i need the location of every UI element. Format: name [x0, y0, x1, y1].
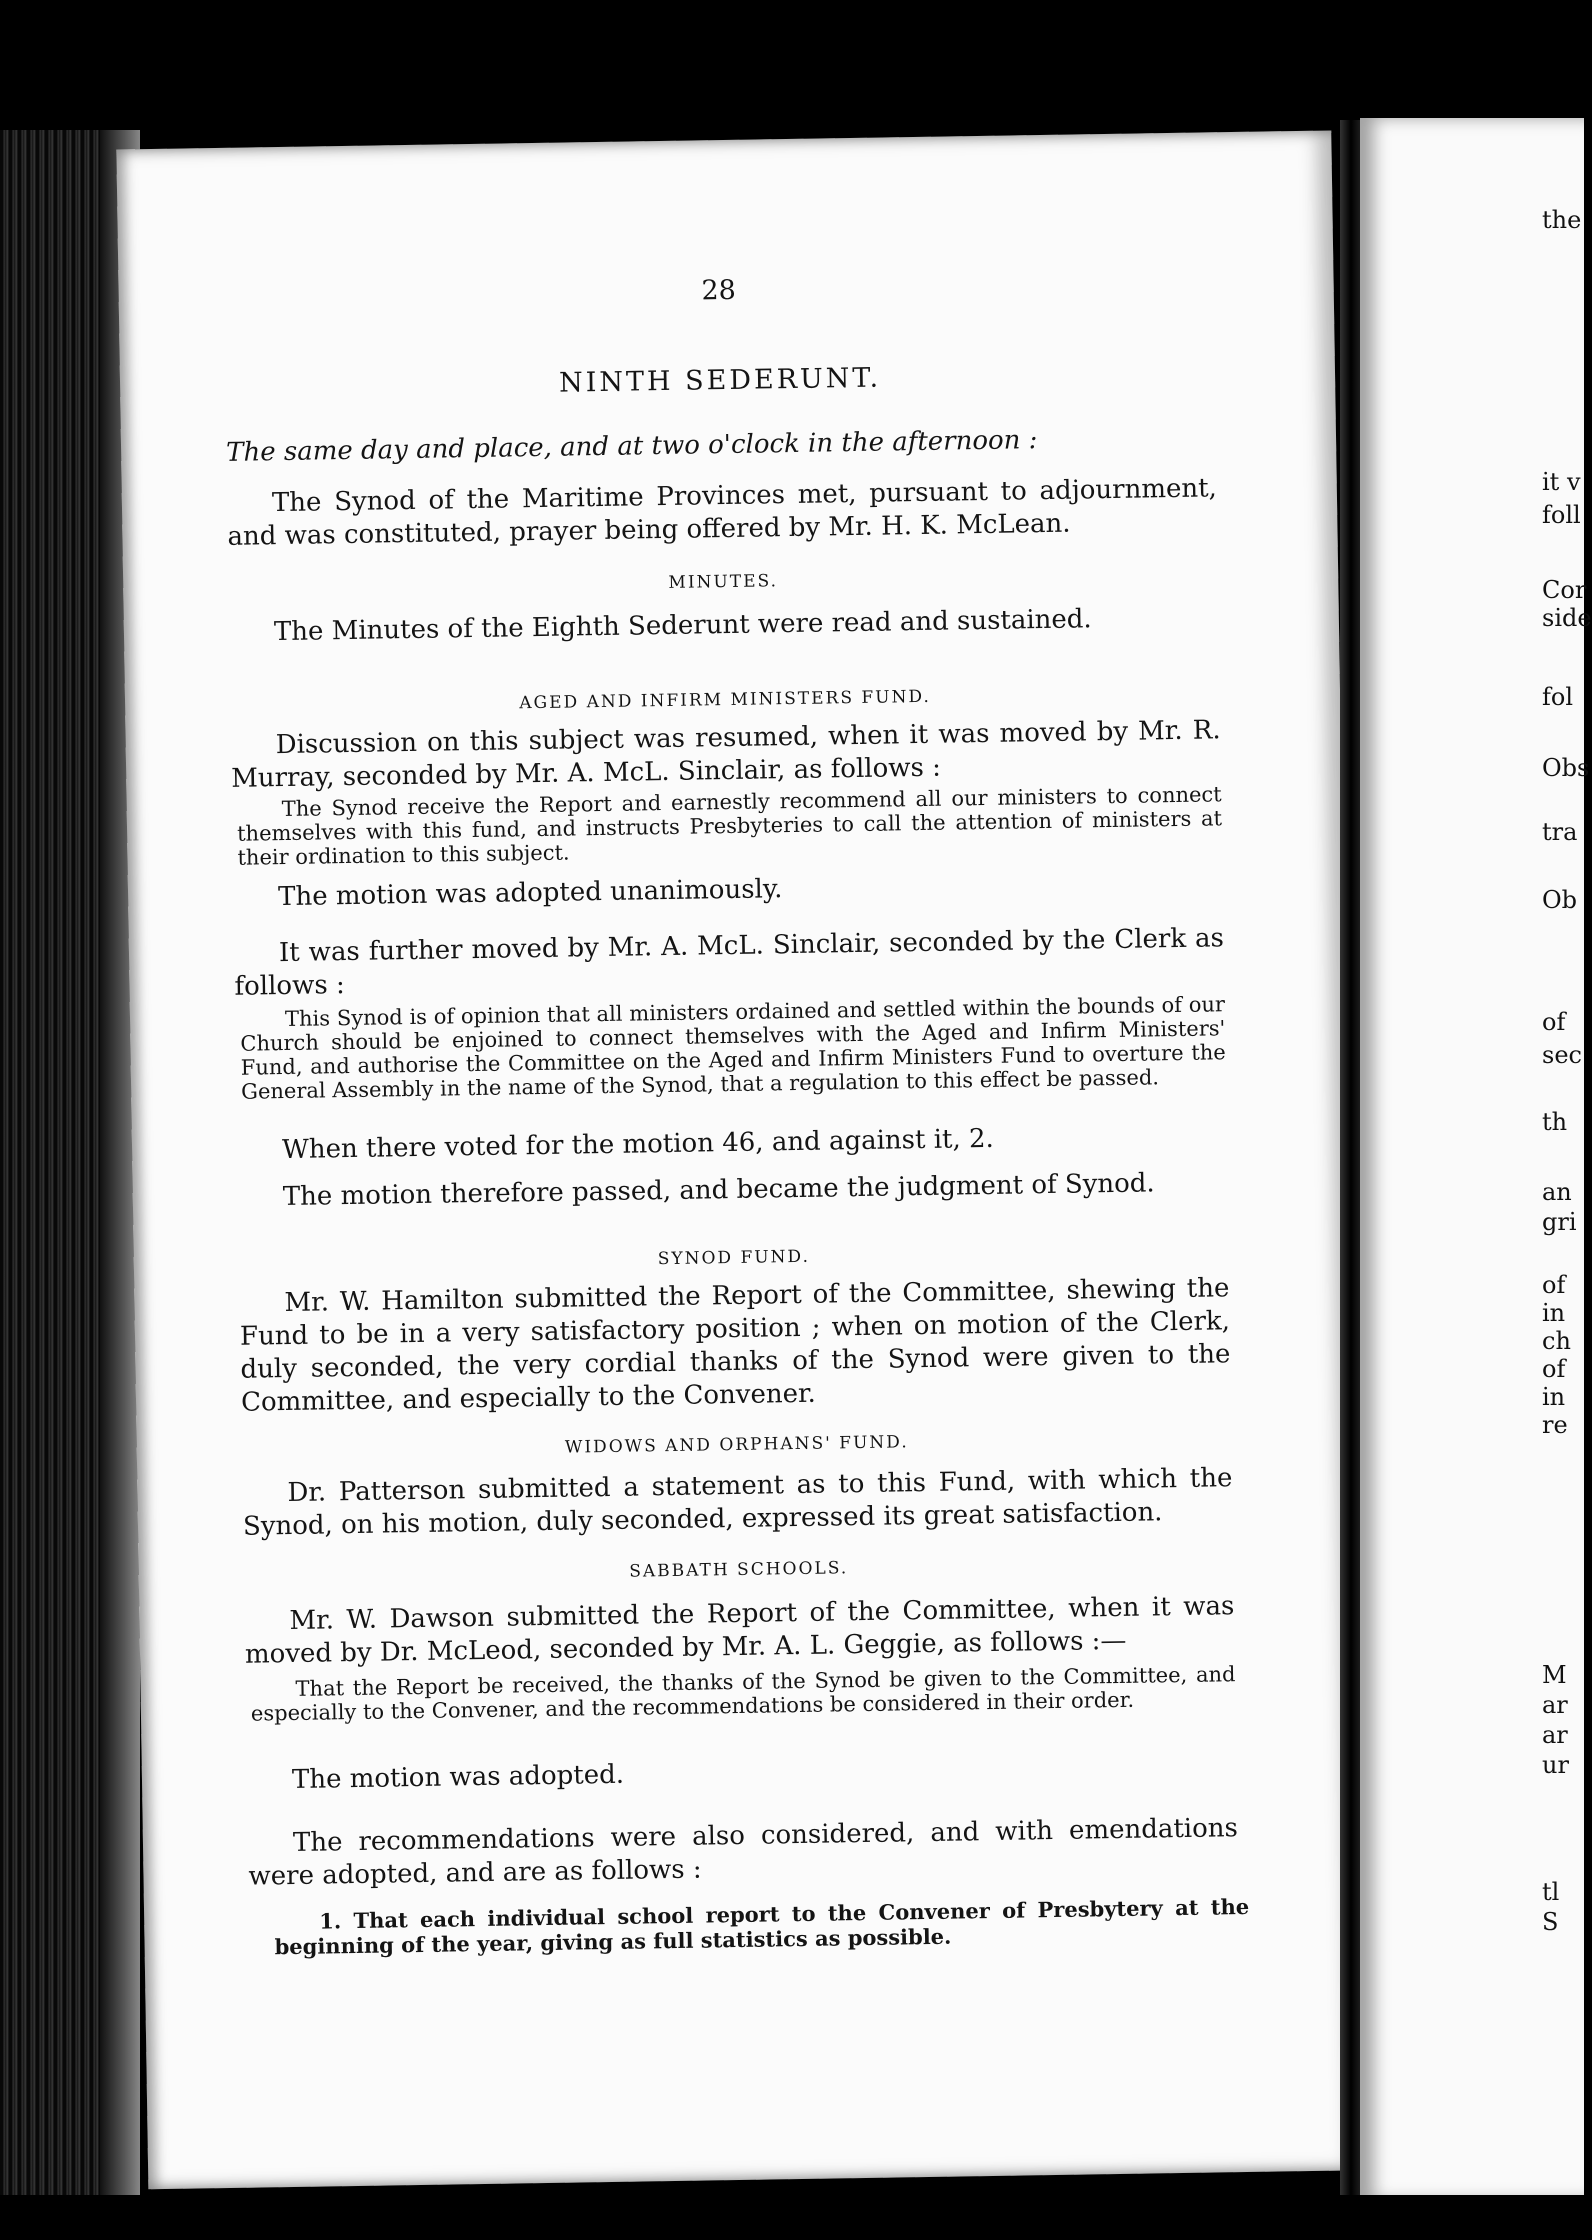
- facing-fragment: of: [1542, 1355, 1566, 1383]
- page-number: 28: [701, 274, 737, 307]
- facing-fragment: M: [1542, 1661, 1567, 1689]
- minutes-text: The Minutes of the Eighth Sederunt were read and sustained.: [273, 604, 1092, 648]
- facing-fragment: S: [1542, 1908, 1559, 1936]
- book-gutter: [1340, 120, 1362, 2200]
- facing-fragment: in: [1542, 1383, 1566, 1411]
- page-content: [225, 133, 1250, 1960]
- recommendation-item-1: 1. That each individual school report to the Convener of Presbytery at the beginning of the year, giving as full statistics as possible.: [274, 1893, 1250, 1960]
- facing-fragment: sec: [1542, 1041, 1582, 1069]
- facing-fragment: of: [1542, 1008, 1566, 1036]
- left-page: [116, 130, 1363, 2189]
- opening-paragraph: The Synod of the Maritime Provinces met, pursuant to adjournment, and was constituted, prayer being offered by Mr. H. K. McLean.: [227, 473, 1218, 552]
- aged-quote-1: The Synod receive the Report and earnestly recommend all our ministers to connect themselves with this fund, and instructs Presbyteries to call the attention of ministers at their ordination to this subject.: [236, 782, 1223, 870]
- facing-fragment: of: [1542, 1271, 1566, 1299]
- facing-fragment: tra: [1542, 818, 1578, 846]
- sabbath-adopted: The motion was adopted.: [291, 1759, 625, 1795]
- facing-fragment: gri: [1542, 1208, 1577, 1236]
- facing-fragment: ch: [1542, 1327, 1571, 1355]
- minutes-heading: MINUTES.: [668, 571, 779, 593]
- facing-fragment: Obs: [1542, 754, 1590, 782]
- facing-fragment: ur: [1542, 1751, 1569, 1779]
- facing-fragment: ar: [1542, 1691, 1568, 1719]
- page-title: NINTH SEDERUNT.: [558, 362, 882, 399]
- facing-fragment: ar: [1542, 1721, 1568, 1749]
- widows-paragraph: Dr. Patterson submitted a statement as to this Fund, with which the Synod, on his motion, duly seconded, expressed its great satisfaction.: [242, 1463, 1233, 1542]
- facing-fragment: re: [1542, 1411, 1568, 1439]
- recommendations-paragraph: The recommendations were also considered, and with emendations were adopted, and are as follows :: [248, 1813, 1239, 1892]
- widows-heading: WIDOWS AND ORPHANS' FUND.: [564, 1432, 909, 1458]
- facing-fragment: side: [1542, 604, 1592, 632]
- aged-passed: The motion therefore passed, and became the judgment of Synod.: [282, 1168, 1155, 1213]
- synod-fund-heading: SYNOD FUND.: [657, 1246, 811, 1270]
- synod-fund-paragraph: Mr. W. Hamilton submitted the Report of the Committee, shewing the Fund to be in a very satisfactory position ; when on motion of the Clerk, duly seconded, the very cordial thanks of the Synod were given to the Committee, and especially to the Convener.: [239, 1273, 1231, 1418]
- sabbath-paragraph: Mr. W. Dawson submitted the Report of the Committee, when it was moved by Dr. McLeod, seconded by Mr. A. L. Geggie, as follows :—: [244, 1591, 1235, 1670]
- facing-page: [1360, 118, 1592, 2200]
- facing-fragment: in: [1542, 1299, 1566, 1327]
- bottom-background: [0, 2195, 1584, 2240]
- sabbath-quote: That the Report be received, the thanks of the Synod be given to the Committee, and especially to the Convener, and the recommendations be considered in their order.: [250, 1662, 1236, 1726]
- facing-fragment: the: [1542, 206, 1582, 234]
- aged-paragraph-2: It was further moved by Mr. A. McL. Sinclair, seconded by the Clerk as follows :: [234, 923, 1225, 1002]
- facing-fragment: it v: [1542, 468, 1581, 496]
- facing-fragment: an: [1542, 1178, 1572, 1206]
- aged-heading: AGED AND INFIRM MINISTERS FUND.: [519, 686, 932, 714]
- facing-fragment: Ob: [1542, 886, 1578, 914]
- facing-fragment: fol: [1542, 683, 1574, 711]
- sabbath-heading: SABBATH SCHOOLS.: [629, 1558, 849, 1582]
- facing-fragment: tl: [1542, 1878, 1560, 1906]
- aged-quote-2: This Synod is of opinion that all ministers ordained and settled within the bounds of our Church should be enjoined to connect themselves with the Aged and Infirm Ministers' Fund, and authorise the Committee on the Aged and Infirm Ministers Fund to overture the General Assembly in the name of the Synod, that a regulation to this effect be passed.: [240, 992, 1226, 1104]
- facing-fragment: foll: [1542, 501, 1581, 529]
- aged-paragraph-1: Discussion on this subject was resumed, when it was moved by Mr. R. Murray, seconded by Mr. A. McL. Sinclair, as follows :: [231, 715, 1221, 794]
- aged-vote: When there voted for the motion 46, and against it, 2.: [281, 1123, 995, 1166]
- facing-fragment: Cor: [1542, 576, 1587, 604]
- facing-fragment: th: [1542, 1108, 1568, 1136]
- aged-adopted: The motion was adopted unanimously.: [277, 874, 783, 913]
- intro-italic: The same day and place, and at two o'clock in the afternoon :: [225, 425, 1038, 468]
